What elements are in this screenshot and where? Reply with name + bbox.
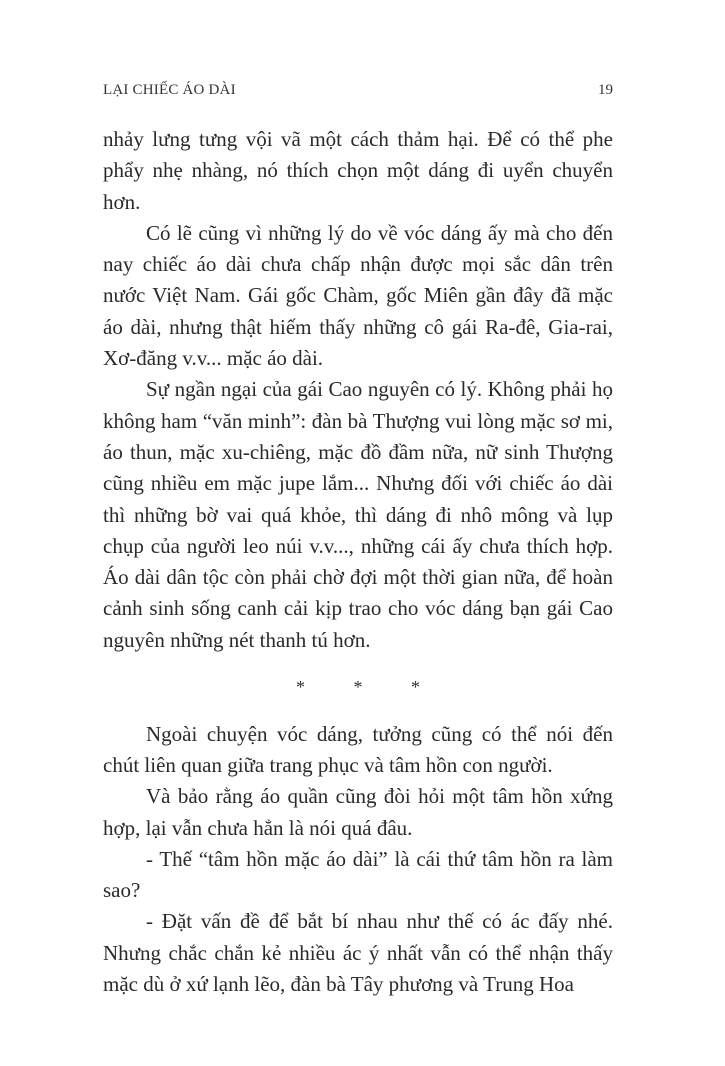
section-separator: * * * xyxy=(296,677,442,698)
page-header xyxy=(103,82,613,104)
paragraph: Sự ngần ngại của gái Cao nguyên có lý. Không phải họ không ham “văn minh”: đàn bà Thượng vui lòng mặc sơ mi, áo thun, mặc xu-chiêng, mặc đồ đầm nữa, nữ sinh Thượng cũng nhiều em mặc jupe lắm... Nhưng đối với chiếc áo dài thì những bờ vai quá khỏe, thì dáng đi nhô mông và lụp chụp của người leo núi v.v..., những cái ấy chưa thích hợp. Áo dài dân tộc còn phải chờ đợi một thời gian nữa, để hoàn cảnh sinh sống canh cải kịp trao cho vóc dáng bạn gái Cao nguyên những nét thanh tú hơn. xyxy=(103,377,613,652)
running-title: LẠI CHIẾC ÁO DÀI xyxy=(103,82,236,98)
dialogue-line: - Thế “tâm hồn mặc áo dài” là cái thứ tâm hồn ra làm sao? xyxy=(103,846,613,903)
dialogue-line: - Đặt vấn đề để bắt bí nhau như thế có ác đấy nhé. Nhưng chắc chắn kẻ nhiều ác ý nhất vẫn có thể nhận thấy mặc dù ở xứ lạnh lẽo, đàn bà Tây phương và Trung Hoa xyxy=(103,909,613,997)
paragraph: Có lẽ cũng vì những lý do về vóc dáng ấy mà cho đến nay chiếc áo dài chưa chấp nhận được mọi sắc dân trên nước Việt Nam. Gái gốc Chàm, gốc Miên gần đây đã mặc áo dài, nhưng thật hiếm thấy những cô gái Ra-đê, Gia-rai, Xơ-đăng v.v... mặc áo dài. xyxy=(103,220,613,371)
body-text xyxy=(103,124,613,1000)
paragraph: Ngoài chuyện vóc dáng, tưởng cũng có thể nói đến chút liên quan giữa trang phục và tâm hồn con người. xyxy=(103,721,613,777)
paragraph-continued: nhảy lưng tưng vội vã một cách thảm hại. Để có thể phe phẩy nhẹ nhàng, nó thích chọn một dáng đi uyển chuyển hơn. xyxy=(103,127,613,214)
page-number: 19 xyxy=(598,82,613,98)
paragraph: Và bảo rằng áo quần cũng đòi hỏi một tâm hồn xứng hợp, lại vẫn chưa hẳn là nói quá đâu. xyxy=(103,784,613,840)
